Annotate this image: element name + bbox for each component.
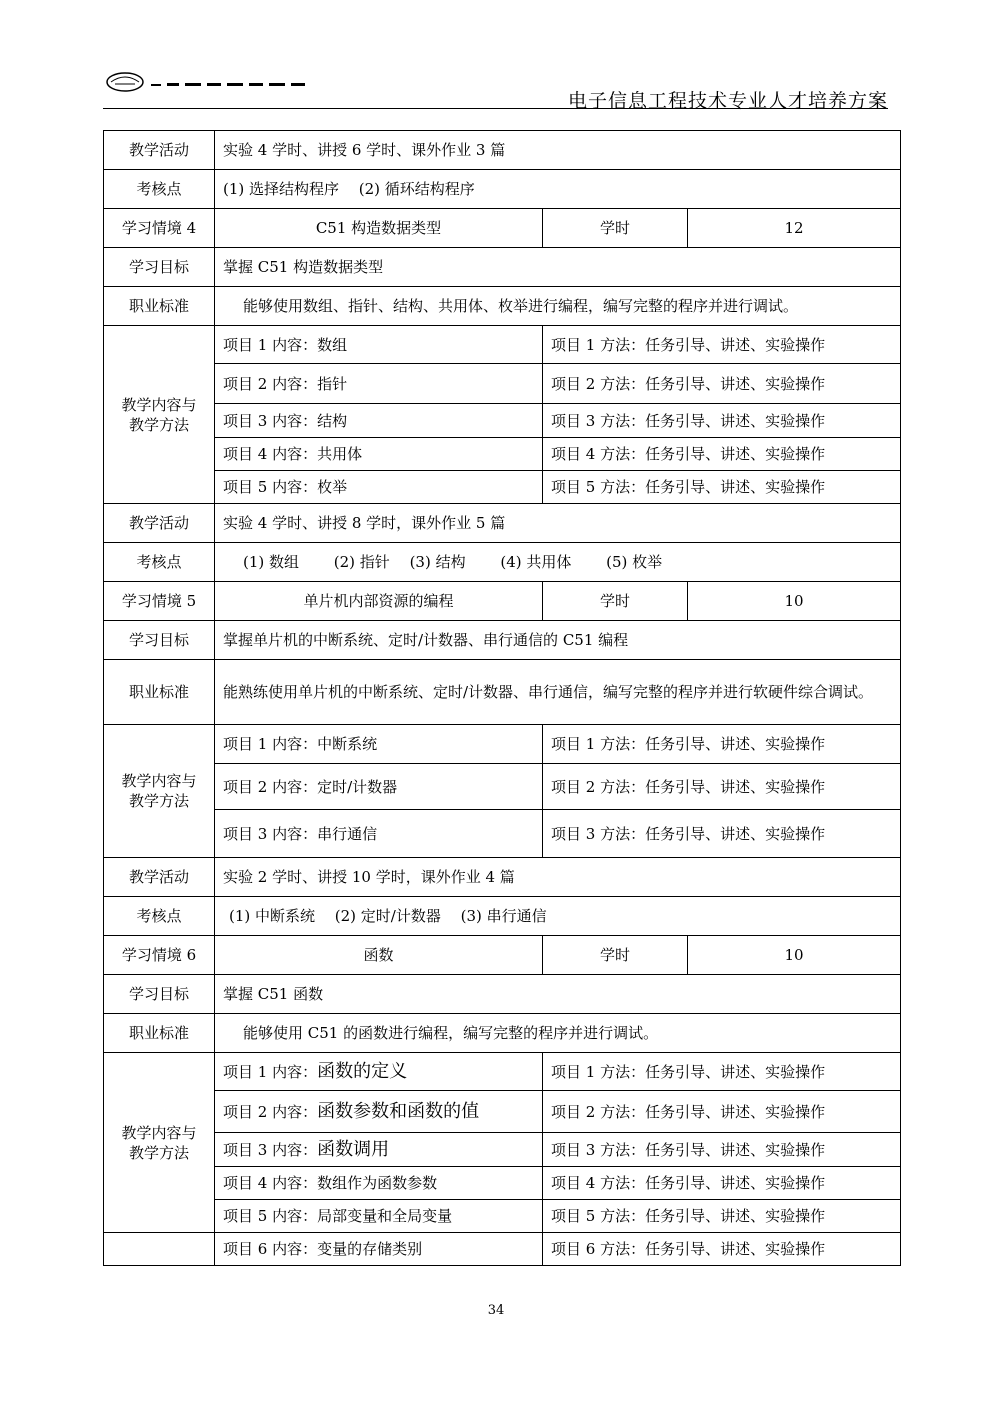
- row-label: 教学活动: [104, 858, 215, 897]
- item-content: 项目 3 内容：结构: [215, 404, 543, 438]
- hours-label: 学时: [543, 936, 688, 975]
- row-label: 学习目标: [104, 621, 215, 660]
- table-row: [104, 471, 901, 504]
- row-value: (1) 中断系统 (2) 定时/计数器 (3) 串行通信: [215, 897, 901, 936]
- row-label: 职业标准: [104, 660, 215, 725]
- row-value: (1) 选择结构程序 (2) 循环结构程序: [215, 170, 901, 209]
- table-row: [104, 897, 901, 936]
- row-value: 实验 4 学时、讲授 8 学时，课外作业 5 篇: [215, 504, 901, 543]
- item-content: 项目 1 内容：数组: [215, 326, 543, 364]
- table-row: [104, 1167, 901, 1200]
- table-row: [104, 1200, 901, 1233]
- table-row: [104, 1053, 901, 1091]
- item-method: 项目 6 方法：任务引导、讲述、实验操作: [543, 1233, 901, 1266]
- item-method: 项目 4 方法：任务引导、讲述、实验操作: [543, 438, 901, 471]
- item-method: 项目 2 方法：任务引导、讲述、实验操作: [543, 764, 901, 810]
- row-value: 实验 4 学时、讲授 6 学时、课外作业 3 篇: [215, 131, 901, 170]
- empty-label-cell: [104, 1233, 215, 1266]
- item-method: 项目 5 方法：任务引导、讲述、实验操作: [543, 471, 901, 504]
- hours-value: 12: [688, 209, 901, 248]
- item-content: 项目 4 内容：共用体: [215, 438, 543, 471]
- table-row: [104, 404, 901, 438]
- row-label: 职业标准: [104, 287, 215, 326]
- table-row: [104, 810, 901, 858]
- school-logo: [103, 70, 323, 94]
- row-label: 教学活动: [104, 131, 215, 170]
- table-row: [104, 543, 901, 582]
- document-title: 电子信息工程技术专业人才培养方案: [567, 90, 888, 112]
- section-name: 函数: [215, 936, 543, 975]
- table-row: [104, 504, 901, 543]
- item-content: 项目 2 内容：定时/计数器: [215, 764, 543, 810]
- row-value: 能熟练使用单片机的中断系统、定时/计数器、串行通信，编写完整的程序并进行软硬件综合调试。: [215, 660, 901, 725]
- table-row: [104, 1014, 901, 1053]
- table-row: [104, 364, 901, 404]
- row-label: 考核点: [104, 897, 215, 936]
- table-row: [104, 1091, 901, 1133]
- row-value: (1) 数组 (2) 指针 (3) 结构 (4) 共用体 (5) 枚举: [215, 543, 901, 582]
- hours-label: 学时: [543, 582, 688, 621]
- section-header-row: [104, 936, 901, 975]
- row-label: 学习目标: [104, 975, 215, 1014]
- table-row: [104, 1233, 901, 1266]
- hours-value: 10: [688, 936, 901, 975]
- table-row: [104, 438, 901, 471]
- section-header-row: [104, 209, 901, 248]
- row-label: 学习目标: [104, 248, 215, 287]
- hours-value: 10: [688, 582, 901, 621]
- table-row: [104, 660, 901, 725]
- table-row: [104, 287, 901, 326]
- item-method: 项目 3 方法：任务引导、讲述、实验操作: [543, 810, 901, 858]
- row-value: 能够使用数组、指针、结构、共用体、枚举进行编程，编写完整的程序并进行调试。: [215, 287, 901, 326]
- item-content: 项目 2 内容：指针: [215, 364, 543, 404]
- header-divider: [103, 108, 888, 109]
- item-content: 项目 1 内容：函数的定义: [215, 1053, 543, 1091]
- page-number: 34: [487, 1303, 505, 1318]
- table-row: [104, 764, 901, 810]
- item-method: 项目 2 方法：任务引导、讲述、实验操作: [543, 364, 901, 404]
- table-row: [104, 621, 901, 660]
- section-name: 单片机内部资源的编程: [215, 582, 543, 621]
- table-row: [104, 858, 901, 897]
- row-label: 考核点: [104, 543, 215, 582]
- item-content: 项目 3 内容：函数调用: [215, 1133, 543, 1167]
- item-content: 项目 5 内容：枚举: [215, 471, 543, 504]
- item-method: 项目 3 方法：任务引导、讲述、实验操作: [543, 404, 901, 438]
- item-method: 项目 4 方法：任务引导、讲述、实验操作: [543, 1167, 901, 1200]
- item-content: 项目 3 内容：串行通信: [215, 810, 543, 858]
- row-value: 掌握 C51 构造数据类型: [215, 248, 901, 287]
- item-method: 项目 2 方法：任务引导、讲述、实验操作: [543, 1091, 901, 1133]
- table-row: [104, 248, 901, 287]
- item-method: 项目 3 方法：任务引导、讲述、实验操作: [543, 1133, 901, 1167]
- item-content: 项目 6 内容：变量的存储类别: [215, 1233, 543, 1266]
- table-row: [104, 725, 901, 764]
- section-label: 学习情境 5: [104, 582, 215, 621]
- item-method: 项目 1 方法：任务引导、讲述、实验操作: [543, 725, 901, 764]
- section-label: 学习情境 6: [104, 936, 215, 975]
- section-label: 学习情境 4: [104, 209, 215, 248]
- hours-label: 学时: [543, 209, 688, 248]
- table-row: [104, 131, 901, 170]
- item-content: 项目 5 内容：局部变量和全局变量: [215, 1200, 543, 1233]
- row-label: 教学活动: [104, 504, 215, 543]
- item-method: 项目 1 方法：任务引导、讲述、实验操作: [543, 326, 901, 364]
- page-header: [103, 70, 888, 110]
- section-name: C51 构造数据类型: [215, 209, 543, 248]
- row-value: 掌握 C51 函数: [215, 975, 901, 1014]
- table-row: [104, 1133, 901, 1167]
- item-method: 项目 5 方法：任务引导、讲述、实验操作: [543, 1200, 901, 1233]
- item-content: 项目 4 内容：数组作为函数参数: [215, 1167, 543, 1200]
- row-label: 教学内容与 教学方法: [104, 725, 215, 858]
- row-value: 实验 2 学时、讲授 10 学时，课外作业 4 篇: [215, 858, 901, 897]
- row-label: 教学内容与 教学方法: [104, 326, 215, 504]
- table-row: [104, 170, 901, 209]
- row-value: 能够使用 C51 的函数进行编程，编写完整的程序并进行调试。: [215, 1014, 901, 1053]
- row-label: 考核点: [104, 170, 215, 209]
- item-content: 项目 2 内容：函数参数和函数的值: [215, 1091, 543, 1133]
- item-content: 项目 1 内容：中断系统: [215, 725, 543, 764]
- table-row: [104, 975, 901, 1014]
- section-header-row: [104, 582, 901, 621]
- row-label: 教学内容与 教学方法: [104, 1053, 215, 1233]
- curriculum-table: [103, 130, 901, 1266]
- item-method: 项目 1 方法：任务引导、讲述、实验操作: [543, 1053, 901, 1091]
- row-label: 职业标准: [104, 1014, 215, 1053]
- row-value: 掌握单片机的中断系统、定时/计数器、串行通信的 C51 编程: [215, 621, 901, 660]
- table-row: [104, 326, 901, 364]
